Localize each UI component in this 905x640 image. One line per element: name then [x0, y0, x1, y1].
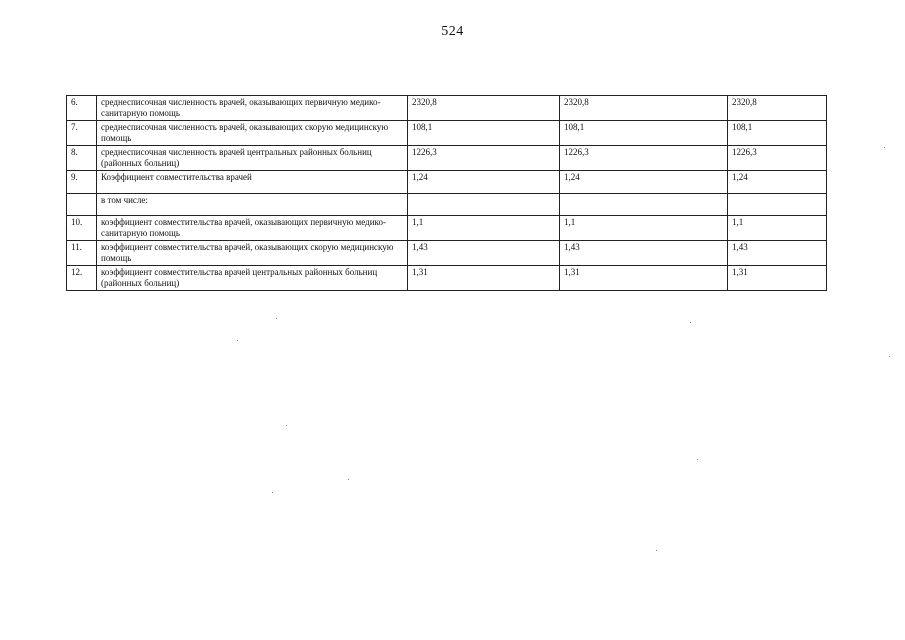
row-description: среднесписочная численность врачей, оказывающих скорую медицинскую помощь: [97, 121, 408, 146]
row-number: 10.: [67, 216, 97, 241]
row-number: 7.: [67, 121, 97, 146]
row-number: [67, 194, 97, 216]
row-value-3: 1226,3: [728, 146, 827, 171]
row-description: Коэффициент совместительства врачей: [97, 171, 408, 194]
row-number: 9.: [67, 171, 97, 194]
scan-speck: [286, 425, 287, 426]
row-value-2: 1,1: [560, 216, 728, 241]
row-value-2: 1,31: [560, 266, 728, 291]
scan-speck: [237, 340, 238, 341]
row-value-2: 1226,3: [560, 146, 728, 171]
table-row: [67, 121, 827, 146]
row-value-1: 2320,8: [408, 96, 560, 121]
scan-speck: [884, 147, 885, 148]
row-number: 8.: [67, 146, 97, 171]
row-value-3: 1,43: [728, 241, 827, 266]
table-row: [67, 241, 827, 266]
row-value-1: [408, 194, 560, 216]
row-value-3: 2320,8: [728, 96, 827, 121]
scan-speck: [348, 479, 349, 480]
row-value-1: 1,31: [408, 266, 560, 291]
page-number: 524: [441, 24, 464, 39]
scan-speck: [656, 550, 657, 551]
row-description: среднесписочная численность врачей центральных районных больниц (районных больниц): [97, 146, 408, 171]
row-value-1: 1,43: [408, 241, 560, 266]
table-row: [67, 146, 827, 171]
scan-speck: [697, 459, 698, 460]
scan-speck: [272, 492, 273, 493]
row-value-3: 1,1: [728, 216, 827, 241]
row-number: 11.: [67, 241, 97, 266]
row-value-3: 108,1: [728, 121, 827, 146]
row-value-2: [560, 194, 728, 216]
row-value-2: 2320,8: [560, 96, 728, 121]
row-description: коэффициент совместительства врачей, оказывающих скорую медицинскую помощь: [97, 241, 408, 266]
scan-speck: [276, 318, 277, 319]
row-value-2: 1,43: [560, 241, 728, 266]
table-row: [67, 216, 827, 241]
row-number: 6.: [67, 96, 97, 121]
row-value-3: 1,24: [728, 171, 827, 194]
table-row: [67, 96, 827, 121]
row-value-1: 1,1: [408, 216, 560, 241]
table-row: [67, 171, 827, 194]
row-value-1: 108,1: [408, 121, 560, 146]
table-row: [67, 266, 827, 291]
data-table: [66, 95, 827, 291]
row-value-3: [728, 194, 827, 216]
scan-speck: [889, 356, 890, 357]
row-value-2: 108,1: [560, 121, 728, 146]
row-description: коэффициент совместительства врачей центральных районных больниц (районных больниц): [97, 266, 408, 291]
scan-speck: [690, 322, 691, 323]
row-description: среднесписочная численность врачей, оказывающих первичную медико-санитарную помощь: [97, 96, 408, 121]
row-description: в том числе:: [97, 194, 408, 216]
row-value-1: 1226,3: [408, 146, 560, 171]
row-value-1: 1,24: [408, 171, 560, 194]
table-row: [67, 194, 827, 216]
row-description: коэффициент совместительства врачей, оказывающих первичную медико-санитарную помощь: [97, 216, 408, 241]
row-number: 12.: [67, 266, 97, 291]
row-value-3: 1,31: [728, 266, 827, 291]
row-value-2: 1,24: [560, 171, 728, 194]
